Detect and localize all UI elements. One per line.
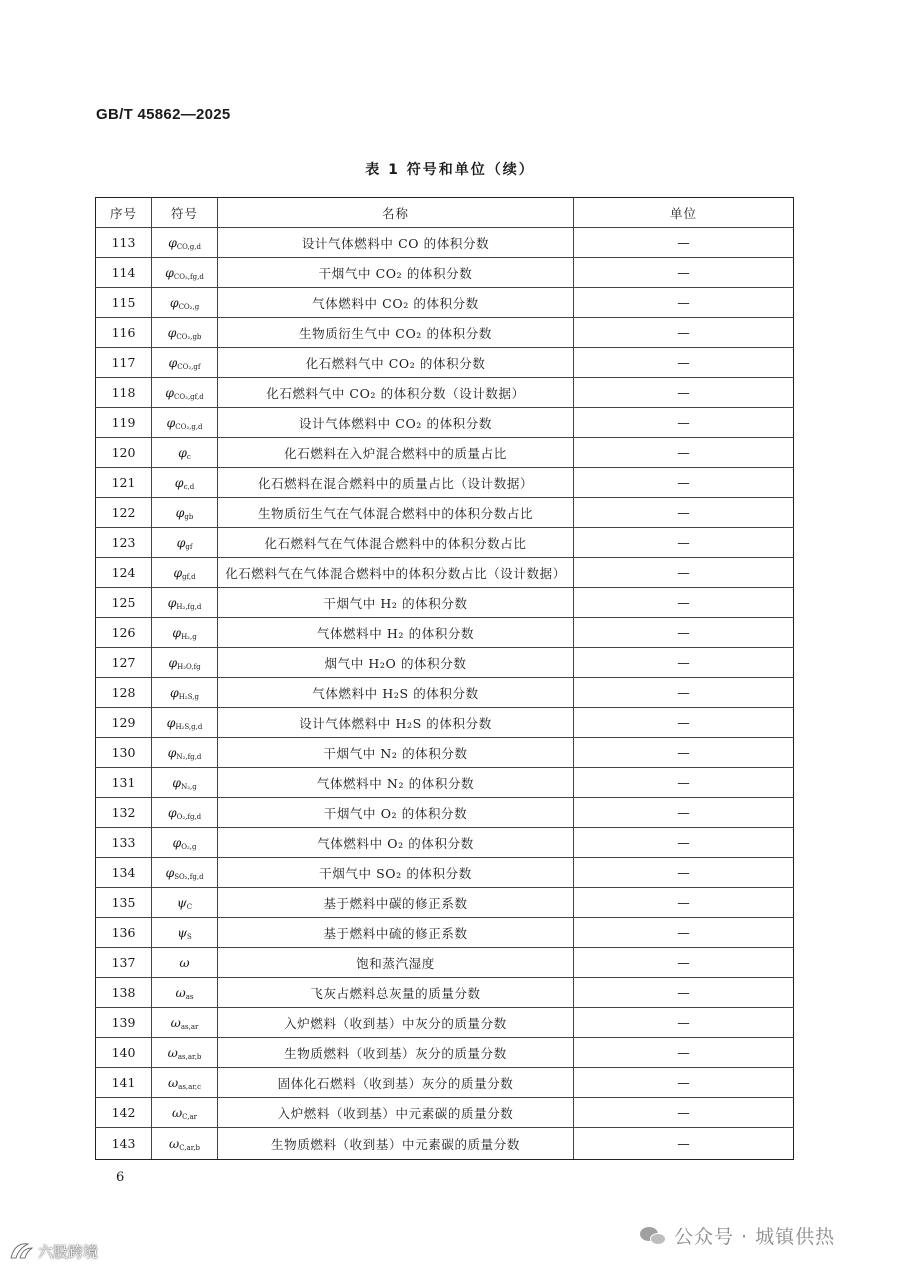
row-number: 128 [96, 678, 152, 708]
symbol-cell [152, 1128, 218, 1160]
row-number: 113 [96, 228, 152, 258]
wechat-watermark-text: 公众号 · 城镇供热 [674, 1226, 836, 1248]
unit-cell: — [574, 798, 794, 828]
symbol-base: φ [167, 744, 177, 760]
symbol-subscript: as,ar [180, 1022, 199, 1031]
symbol-base: φ [167, 804, 177, 820]
table-header-row [96, 198, 794, 228]
symbol-subscript: gf [185, 542, 193, 551]
symbol-cell [152, 858, 218, 888]
symbol-base: φ [165, 864, 175, 880]
symbol-subscript: as,ar,b [177, 1052, 202, 1061]
row-number: 133 [96, 828, 152, 858]
table-row [96, 288, 794, 318]
table-row [96, 618, 794, 648]
row-number: 141 [96, 1068, 152, 1098]
column-header-unit: 单位 [574, 198, 794, 228]
name-cell: 烟气中 H₂O 的体积分数 [218, 648, 574, 678]
unit-cell: — [574, 948, 794, 978]
brand-logo-icon [8, 1240, 34, 1262]
symbol-cell [152, 768, 218, 798]
table-row [96, 258, 794, 288]
wechat-icon [640, 1225, 668, 1247]
symbol-subscript: as [185, 992, 194, 1001]
symbol-subscript: CO,g,d [176, 242, 201, 251]
symbol-cell [152, 978, 218, 1008]
unit-cell: — [574, 1128, 794, 1160]
symbol-cell [152, 948, 218, 978]
row-number: 114 [96, 258, 152, 288]
symbol-base: φ [174, 474, 184, 490]
symbol-base: φ [168, 354, 178, 370]
name-cell: 化石燃料气在气体混合燃料中的体积分数占比 [218, 528, 574, 558]
symbol-cell [152, 498, 218, 528]
symbol-cell [152, 708, 218, 738]
table-row [96, 348, 794, 378]
name-cell: 入炉燃料（收到基）中元素碳的质量分数 [218, 1098, 574, 1128]
table-row [96, 1038, 794, 1068]
symbol-cell [152, 1038, 218, 1068]
table-row [96, 918, 794, 948]
symbol-cell [152, 678, 218, 708]
table-row [96, 588, 794, 618]
row-number: 126 [96, 618, 152, 648]
table-row [96, 1068, 794, 1098]
symbol-base: ω [171, 1104, 183, 1120]
symbol-base: φ [172, 624, 182, 640]
symbol-base: ω [179, 954, 190, 970]
symbol-subscript: CO₂,g,d [175, 422, 203, 431]
table-row [96, 1008, 794, 1038]
table-row [96, 948, 794, 978]
corner-watermark [8, 1240, 98, 1262]
table-row [96, 648, 794, 678]
table-row [96, 978, 794, 1008]
symbol-subscript: H₂,fg,d [176, 602, 202, 611]
table-row [96, 498, 794, 528]
symbol-subscript: CO₂,gb [176, 332, 202, 341]
symbol-subscript: H₂S,g,d [175, 722, 203, 731]
row-number: 118 [96, 378, 152, 408]
unit-cell: — [574, 858, 794, 888]
symbol-cell [152, 648, 218, 678]
symbol-cell [152, 288, 218, 318]
unit-cell: — [574, 618, 794, 648]
symbol-cell [152, 618, 218, 648]
symbol-base: φ [172, 834, 182, 850]
name-cell: 化石燃料在入炉混合燃料中的质量占比 [218, 438, 574, 468]
symbol-subscript: CO₂,gf [177, 362, 201, 371]
row-number: 124 [96, 558, 152, 588]
unit-cell: — [574, 978, 794, 1008]
row-number: 131 [96, 768, 152, 798]
symbol-subscript: C,ar [182, 1112, 198, 1121]
name-cell: 气体燃料中 H₂ 的体积分数 [218, 618, 574, 648]
row-number: 129 [96, 708, 152, 738]
table-row [96, 528, 794, 558]
unit-cell: — [574, 888, 794, 918]
table-body [96, 228, 794, 1160]
symbol-subscript: CO₂,g [178, 302, 200, 311]
unit-cell: — [574, 318, 794, 348]
row-number: 120 [96, 438, 152, 468]
table-row [96, 1128, 794, 1160]
symbol-base: φ [170, 684, 179, 700]
symbol-base: φ [167, 324, 177, 340]
symbol-cell [152, 348, 218, 378]
name-cell: 飞灰占燃料总灰量的质量分数 [218, 978, 574, 1008]
unit-cell: — [574, 1008, 794, 1038]
symbol-base: ψ [176, 894, 187, 910]
table-row [96, 468, 794, 498]
name-cell: 干烟气中 SO₂ 的体积分数 [218, 858, 574, 888]
page-number: 6 [116, 1170, 125, 1185]
row-number: 127 [96, 648, 152, 678]
name-cell: 气体燃料中 H₂S 的体积分数 [218, 678, 574, 708]
table-row [96, 678, 794, 708]
row-number: 139 [96, 1008, 152, 1038]
symbol-base: φ [176, 534, 186, 550]
symbol-base: φ [168, 234, 177, 250]
name-cell: 生物质衍生气在气体混合燃料中的体积分数占比 [218, 498, 574, 528]
symbol-base: ω [169, 1135, 180, 1151]
table-title: 表 1 符号和单位（续） [365, 162, 535, 178]
corner-watermark-text: 六股跨境 [38, 1242, 99, 1261]
unit-cell: — [574, 378, 794, 408]
symbol-base: ω [175, 984, 186, 1000]
symbol-base: φ [172, 774, 182, 790]
symbol-subscript: H₂O,fg [177, 662, 201, 671]
symbol-subscript: C [186, 902, 193, 911]
name-cell: 入炉燃料（收到基）中灰分的质量分数 [218, 1008, 574, 1038]
name-cell: 化石燃料在混合燃料中的质量占比（设计数据） [218, 468, 574, 498]
row-number: 123 [96, 528, 152, 558]
symbol-base: φ [178, 444, 187, 460]
column-header-symbol: 符号 [152, 198, 218, 228]
symbol-base: φ [169, 294, 179, 310]
row-number: 115 [96, 288, 152, 318]
name-cell: 化石燃料气在气体混合燃料中的体积分数占比（设计数据） [218, 558, 574, 588]
symbol-subscript: CO₂,fg,d [173, 272, 204, 281]
symbol-cell [152, 1068, 218, 1098]
row-number: 121 [96, 468, 152, 498]
symbol-base: ω [167, 1074, 179, 1090]
row-number: 117 [96, 348, 152, 378]
unit-cell: — [574, 438, 794, 468]
name-cell: 干烟气中 H₂ 的体积分数 [218, 588, 574, 618]
row-number: 130 [96, 738, 152, 768]
symbol-cell [152, 258, 218, 288]
symbol-cell [152, 528, 218, 558]
unit-cell: — [574, 918, 794, 948]
unit-cell: — [574, 828, 794, 858]
unit-cell: — [574, 1098, 794, 1128]
unit-cell: — [574, 1068, 794, 1098]
unit-cell: — [574, 498, 794, 528]
symbol-cell [152, 228, 218, 258]
symbol-subscript: c,d [183, 482, 195, 491]
symbol-base: ω [167, 1044, 178, 1060]
row-number: 136 [96, 918, 152, 948]
symbol-base: φ [166, 414, 176, 430]
wechat-watermark [640, 1222, 835, 1249]
symbol-cell [152, 468, 218, 498]
name-cell: 设计气体燃料中 CO 的体积分数 [218, 228, 574, 258]
symbol-cell [152, 588, 218, 618]
symbol-subscript: O₂,fg,d [176, 812, 202, 821]
column-header-name: 名称 [218, 198, 574, 228]
table-row [96, 318, 794, 348]
symbol-subscript: H₂,g [181, 632, 197, 641]
symbol-subscript: SO₂,fg,d [174, 872, 204, 881]
row-number: 140 [96, 1038, 152, 1068]
table-row [96, 738, 794, 768]
symbol-subscript: N₂,fg,d [176, 752, 202, 761]
symbol-subscript: O₂,g [181, 842, 197, 851]
unit-cell: — [574, 468, 794, 498]
symbol-cell [152, 558, 218, 588]
unit-cell: — [574, 528, 794, 558]
name-cell: 气体燃料中 N₂ 的体积分数 [218, 768, 574, 798]
name-cell: 干烟气中 O₂ 的体积分数 [218, 798, 574, 828]
row-number: 137 [96, 948, 152, 978]
table-row [96, 408, 794, 438]
symbol-base: ω [170, 1014, 181, 1030]
symbol-base: φ [167, 594, 177, 610]
symbol-cell [152, 438, 218, 468]
name-cell: 生物质燃料（收到基）中元素碳的质量分数 [218, 1128, 574, 1160]
table-row [96, 858, 794, 888]
symbol-base: ψ [177, 924, 187, 940]
name-cell: 固体化石燃料（收到基）灰分的质量分数 [218, 1068, 574, 1098]
row-number: 143 [96, 1128, 152, 1160]
unit-cell: — [574, 588, 794, 618]
symbol-base: φ [175, 504, 185, 520]
unit-cell: — [574, 768, 794, 798]
symbol-cell [152, 918, 218, 948]
symbol-subscript: CO₂,gf,d [174, 392, 204, 401]
symbol-cell [152, 828, 218, 858]
name-cell: 气体燃料中 O₂ 的体积分数 [218, 828, 574, 858]
name-cell: 化石燃料气中 CO₂ 的体积分数 [218, 348, 574, 378]
symbol-cell [152, 318, 218, 348]
name-cell: 化石燃料气中 CO₂ 的体积分数（设计数据） [218, 378, 574, 408]
name-cell: 干烟气中 N₂ 的体积分数 [218, 738, 574, 768]
unit-cell: — [574, 1038, 794, 1068]
symbol-subscript: gf,d [182, 572, 196, 581]
table-row [96, 828, 794, 858]
symbols-units-table [95, 197, 794, 1160]
row-number: 119 [96, 408, 152, 438]
symbol-subscript: N₂,g [181, 782, 197, 791]
row-number: 132 [96, 798, 152, 828]
unit-cell: — [574, 708, 794, 738]
symbol-base: φ [173, 564, 183, 580]
row-number: 135 [96, 888, 152, 918]
row-number: 125 [96, 588, 152, 618]
column-header-no: 序号 [96, 198, 152, 228]
symbol-cell [152, 888, 218, 918]
symbol-cell [152, 798, 218, 828]
name-cell: 基于燃料中碳的修正系数 [218, 888, 574, 918]
unit-cell: — [574, 258, 794, 288]
table-row [96, 798, 794, 828]
table-row [96, 438, 794, 468]
symbol-base: φ [168, 654, 178, 670]
row-number: 122 [96, 498, 152, 528]
symbol-cell [152, 738, 218, 768]
symbol-subscript: H₂S,g [178, 692, 199, 701]
row-number: 116 [96, 318, 152, 348]
symbol-subscript: S [187, 932, 192, 941]
row-number: 138 [96, 978, 152, 1008]
unit-cell: — [574, 738, 794, 768]
symbol-subscript: as,ar,c [178, 1082, 202, 1091]
unit-cell: — [574, 648, 794, 678]
name-cell: 生物质衍生气中 CO₂ 的体积分数 [218, 318, 574, 348]
symbol-base: φ [166, 714, 176, 730]
name-cell: 干烟气中 CO₂ 的体积分数 [218, 258, 574, 288]
name-cell: 设计气体燃料中 CO₂ 的体积分数 [218, 408, 574, 438]
unit-cell: — [574, 228, 794, 258]
symbol-subscript: C,ar,b [179, 1143, 200, 1152]
standard-code: GB/T 45862—2025 [96, 106, 231, 123]
unit-cell: — [574, 558, 794, 588]
unit-cell: — [574, 408, 794, 438]
unit-cell: — [574, 348, 794, 378]
table-row [96, 228, 794, 258]
name-cell: 饱和蒸汽湿度 [218, 948, 574, 978]
table-row [96, 708, 794, 738]
symbol-cell [152, 378, 218, 408]
symbol-base: φ [165, 264, 174, 280]
name-cell: 基于燃料中硫的修正系数 [218, 918, 574, 948]
symbol-base: φ [165, 384, 175, 400]
row-number: 142 [96, 1098, 152, 1128]
symbol-subscript: c [186, 452, 191, 461]
unit-cell: — [574, 288, 794, 318]
symbol-cell [152, 408, 218, 438]
symbol-subscript: gb [184, 512, 194, 521]
name-cell: 气体燃料中 CO₂ 的体积分数 [218, 288, 574, 318]
name-cell: 设计气体燃料中 H₂S 的体积分数 [218, 708, 574, 738]
table-row [96, 378, 794, 408]
unit-cell: — [574, 678, 794, 708]
symbol-cell [152, 1008, 218, 1038]
table-row [96, 768, 794, 798]
table-row [96, 1098, 794, 1128]
table-row [96, 888, 794, 918]
row-number: 134 [96, 858, 152, 888]
table-row [96, 558, 794, 588]
name-cell: 生物质燃料（收到基）灰分的质量分数 [218, 1038, 574, 1068]
symbol-cell [152, 1098, 218, 1128]
